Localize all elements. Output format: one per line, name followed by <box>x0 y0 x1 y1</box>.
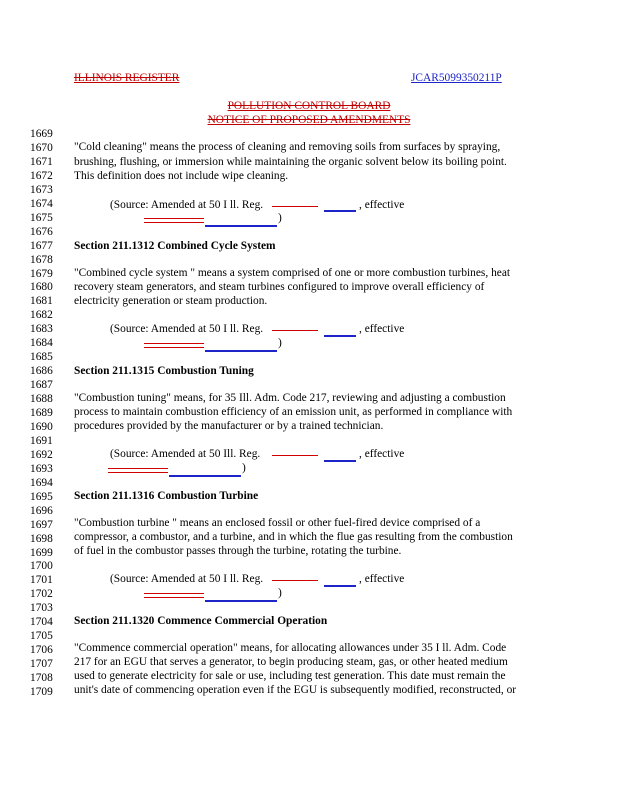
combined-cycle-line-1: "Combined cycle system " means a system comprised of one or more combustion turbines, heat <box>74 267 511 279</box>
line-number: 1690 <box>30 420 53 433</box>
line-number: 1681 <box>30 295 53 308</box>
inserted-placeholder <box>324 335 356 337</box>
source-prefix: (Source: Amended at 50 I ll. Reg. <box>110 199 264 211</box>
section-heading-1315: Section 211.1315 Combustion Tuning <box>74 365 254 377</box>
combustion-tuning-line-3: procedures provided by the manufacturer or by a trained technician. <box>74 420 384 432</box>
line-number: 1670 <box>30 141 53 154</box>
struck-placeholder <box>144 343 204 344</box>
line-number: 1703 <box>30 602 53 615</box>
line-number: 1699 <box>30 546 53 559</box>
inserted-placeholder <box>324 210 356 212</box>
struck-placeholder <box>144 597 204 598</box>
line-number: 1709 <box>30 686 53 698</box>
combined-cycle-line-2: recovery steam generators, and steam turbines configured to improve overall efficiency of <box>74 281 485 293</box>
line-number: 1671 <box>30 155 53 168</box>
line-number: 1702 <box>30 588 53 601</box>
line-number: 1676 <box>30 225 53 238</box>
line-number: 1693 <box>30 462 53 475</box>
struck-placeholder <box>108 472 168 473</box>
line-number: 1707 <box>30 658 53 671</box>
line-number: 1696 <box>30 504 53 517</box>
line-number: 1698 <box>30 532 53 545</box>
register-title: ILLINOIS REGISTER <box>74 72 180 84</box>
combustion-tuning-line-2: process to maintain combustion efficiency of an emission unit, as performed in compliance with <box>74 406 513 418</box>
line-number: 1697 <box>30 518 53 531</box>
line-number: 1694 <box>30 476 53 489</box>
line-number: 1672 <box>30 169 53 182</box>
line-number: 1678 <box>30 253 53 266</box>
combustion-turbine-line-2: compressor, a combustor, and a turbine, and in which the flue gas resulting from the combustion <box>74 531 513 543</box>
line-number: 1669 <box>30 128 53 140</box>
line-number: 1708 <box>30 672 53 685</box>
inserted-placeholder <box>205 350 277 352</box>
inserted-placeholder <box>205 600 277 602</box>
line-number: 1695 <box>30 490 53 503</box>
source-note-2 <box>110 323 263 335</box>
cold-cleaning-line-3: This definition does not include wipe cleaning. <box>74 170 289 182</box>
cold-cleaning-line-1: "Cold cleaning" means the process of cleaning and removing soils from surfaces by spraying, <box>74 141 501 153</box>
commence-line-3: used to generate electricity for sale or use, including test generation. This date must remain the <box>74 670 506 682</box>
source-effective: , effective <box>359 573 405 585</box>
source-effective: , effective <box>359 448 405 460</box>
struck-placeholder <box>272 330 318 331</box>
struck-placeholder <box>272 580 318 581</box>
section-heading-1312: Section 211.1312 Combined Cycle System <box>74 240 276 252</box>
source-note-4 <box>110 573 263 585</box>
commence-line-1: "Commence commercial operation" means, for allocating allowances under 35 I ll. Adm. Code <box>74 642 507 654</box>
inserted-placeholder <box>205 225 277 227</box>
struck-placeholder <box>144 218 204 219</box>
line-number: 1706 <box>30 644 53 657</box>
source-effective: , effective <box>359 199 405 211</box>
struck-placeholder <box>144 222 204 223</box>
source-close: ) <box>278 337 282 349</box>
source-note-1 <box>110 199 263 211</box>
line-number: 1689 <box>30 407 53 419</box>
inserted-placeholder <box>169 475 241 477</box>
source-note-3 <box>110 448 260 460</box>
line-number: 1686 <box>30 365 53 378</box>
inserted-placeholder <box>324 460 356 462</box>
source-close: ) <box>242 462 246 474</box>
inserted-placeholder <box>324 585 356 587</box>
line-number: 1684 <box>30 337 53 350</box>
commence-line-2: 217 for an EGU that serves a generator, to begin producing steam, gas, or other heated medium <box>74 656 508 668</box>
notice-title: NOTICE OF PROPOSED AMENDMENTS <box>207 114 411 126</box>
struck-placeholder <box>144 347 204 348</box>
line-number: 1682 <box>30 309 53 322</box>
line-number: 1701 <box>30 574 53 587</box>
line-number: 1687 <box>30 379 53 392</box>
line-number: 1692 <box>30 448 53 461</box>
struck-placeholder <box>272 206 318 207</box>
section-heading-1316: Section 211.1316 Combustion Turbine <box>74 490 259 502</box>
line-number: 1677 <box>30 239 53 252</box>
source-prefix: (Source: Amended at 50 I ll. Reg. <box>110 573 264 585</box>
source-prefix: (Source: Amended at 50 Ill. Reg. <box>110 448 261 460</box>
cold-cleaning-line-2: brushing, flushing, or immersion while maintaining the organic solvent below its boiling point. <box>74 156 507 168</box>
line-number: 1685 <box>30 351 53 364</box>
line-number: 1674 <box>30 197 53 210</box>
line-number: 1679 <box>30 267 53 280</box>
source-close: ) <box>278 212 282 224</box>
source-prefix: (Source: Amended at 50 I ll. Reg. <box>110 323 264 335</box>
combustion-tuning-line-1: "Combustion tuning" means, for 35 Ill. Adm. Code 217, reviewing and adjusting a combustion <box>74 392 506 404</box>
line-number: 1691 <box>30 434 53 447</box>
struck-placeholder <box>272 455 318 456</box>
line-number: 1688 <box>30 393 53 406</box>
source-effective: , effective <box>359 323 405 335</box>
commence-line-4: unit's date of commencing operation even if the EGU is subsequently modified, reconstructed, or <box>74 684 517 696</box>
source-close: ) <box>278 587 282 599</box>
section-heading-1320: Section 211.1320 Commence Commercial Operation <box>74 615 328 627</box>
struck-placeholder <box>108 468 168 469</box>
line-number: 1683 <box>30 323 53 336</box>
line-number: 1700 <box>30 560 53 573</box>
combustion-turbine-line-3: of fuel in the combustor passes through the turbine, rotating the turbine. <box>74 545 402 557</box>
board-name: POLLUTION CONTROL BOARD <box>227 100 391 112</box>
line-number: 1704 <box>30 616 53 629</box>
document-id: JCAR5099350211P <box>411 72 502 84</box>
line-number: 1673 <box>30 183 53 196</box>
line-number: 1675 <box>30 211 53 224</box>
struck-placeholder <box>144 593 204 594</box>
line-number: 1680 <box>30 281 53 294</box>
combustion-turbine-line-1: "Combustion turbine " means an enclosed fossil or other fuel-fired device comprised of a <box>74 517 481 529</box>
line-number: 1705 <box>30 630 53 643</box>
combined-cycle-line-3: electricity generation or steam production. <box>74 295 268 307</box>
